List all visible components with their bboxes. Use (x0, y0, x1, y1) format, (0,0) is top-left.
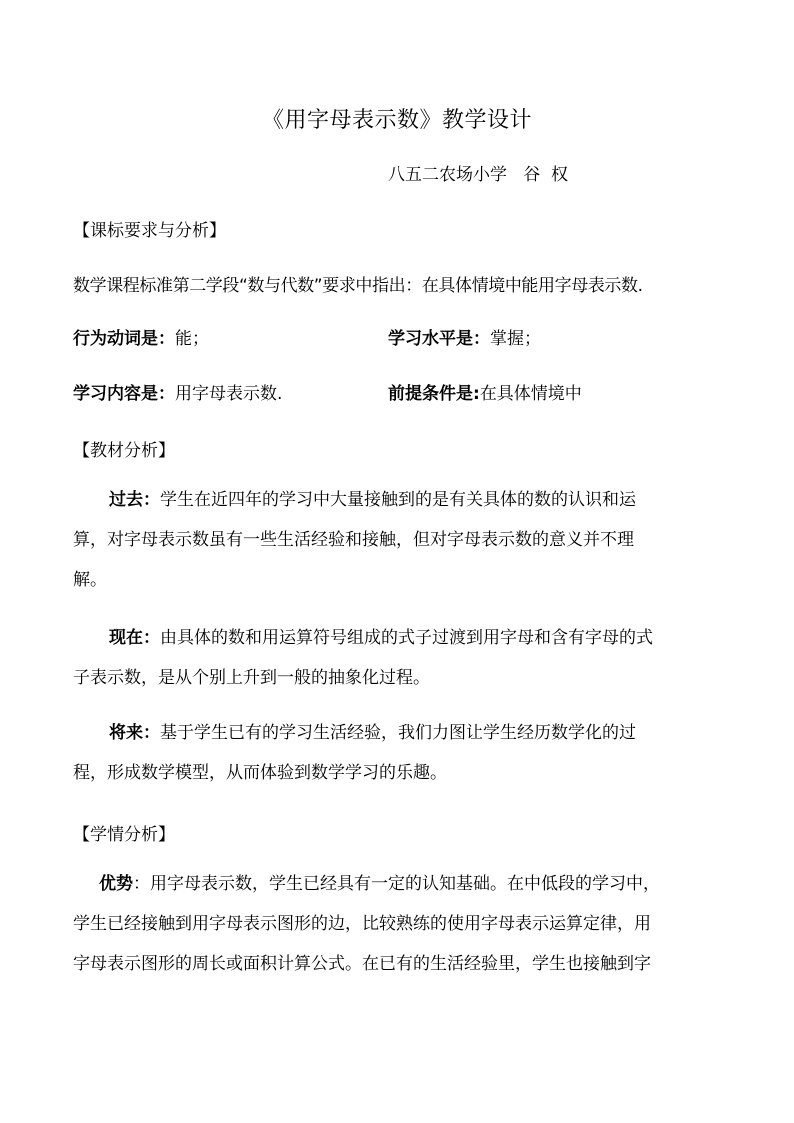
past-line-2: 算，对字母表示数虽有一些生活经验和接触，但对字母表示数的意义并不理 (73, 530, 634, 550)
content-row (73, 379, 282, 404)
curriculum-statement: 数学课程标准第二学段“数与代数”要求中指出：在具体情境中能用字母表示数. (73, 276, 643, 296)
section-heading-curriculum: 【课标要求与分析】 (73, 221, 226, 241)
author-line: 八五二农场小学 谷 权 (388, 165, 569, 185)
level-value: 掌握； (490, 329, 541, 349)
paragraph-future (73, 713, 713, 793)
level-row (388, 324, 541, 349)
advantage-line-3: 字母表示图形的周长或面积计算公式。在已有的生活经验里，学生也接触到字 (73, 954, 651, 974)
paragraph-advantage (73, 864, 713, 984)
past-label: 过去： (109, 490, 160, 510)
verb-row (73, 324, 209, 349)
verb-label: 行为动词是： (73, 329, 175, 349)
advantage-line-1: ：用字母表示数，学生已经具有一定的认知基础。在中低段的学习中， (133, 874, 660, 894)
content-label: 学习内容是： (73, 384, 175, 404)
advantage-label: 优势 (99, 874, 133, 894)
condition-label: 前提条件是: (388, 384, 480, 404)
condition-value: 在具体情境中 (479, 384, 582, 404)
content-value: 用字母表示数. (175, 384, 283, 404)
paragraph-past (73, 480, 713, 600)
page-title: 《用字母表示数》教学设计 (261, 108, 532, 133)
now-line-1: 由具体的数和用运算符号组成的式子过渡到用字母和含有字母的式 (160, 628, 653, 648)
level-label: 学习水平是： (388, 329, 490, 349)
past-line-3: 解。 (73, 570, 107, 590)
paragraph-now (73, 618, 713, 698)
now-line-2: 子表示数，是从个别上升到一般的抽象化过程。 (73, 668, 430, 688)
future-line-2: 程，形成数学模型，从而体验到数学学习的乐趣。 (73, 763, 447, 783)
verb-value: 能； (175, 329, 209, 349)
now-label: 现在： (109, 628, 160, 648)
section-heading-students: 【学情分析】 (73, 825, 175, 845)
condition-row (388, 379, 582, 404)
past-line-1: 学生在近四年的学习中大量接触到的是有关具体的数的认识和运 (160, 490, 636, 510)
advantage-line-2: 学生已经接触到用字母表示图形的边，比较熟练的使用字母表示运算定律，用 (73, 914, 651, 934)
section-heading-textbook: 【教材分析】 (73, 441, 175, 461)
future-label: 将来： (109, 723, 160, 743)
future-line-1: 基于学生已有的学习生活经验，我们力图让学生经历数学化的过 (160, 723, 636, 743)
